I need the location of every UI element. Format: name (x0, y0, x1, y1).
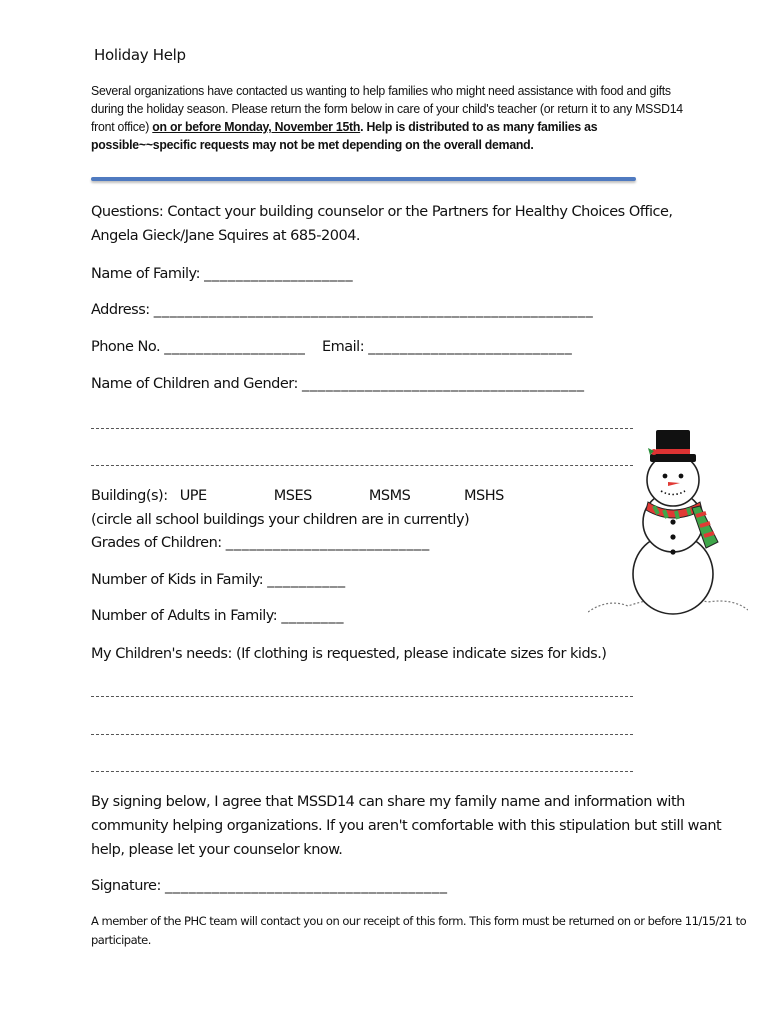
divider-rule (91, 177, 636, 181)
snowman-illustration (588, 422, 748, 622)
page-title: Holiday Help (94, 46, 186, 64)
building-row (91, 488, 504, 504)
footer-line-2: participate. (91, 933, 151, 947)
address-field[interactable]: ________________________________________________________ (153, 302, 594, 318)
intro-paragraph (91, 82, 686, 154)
intro-text-2: . Help is distributed to as many families as possible~~specific requests may not be met depending on the overall demand. (91, 119, 598, 152)
grades-field[interactable]: __________________________ (225, 535, 430, 551)
children-label: Name of Children and Gender: (91, 376, 298, 392)
needs-label: My Children's needs: (If clothing is requested, please indicate sizes for kids.) (91, 646, 607, 662)
children-field[interactable]: ____________________________________ (301, 376, 585, 392)
building-option-msms[interactable]: MSMS (368, 488, 411, 504)
needs-line-1[interactable] (91, 696, 633, 697)
consent-line-3: help, please let your counselor know. (91, 842, 343, 858)
kids-count-row (91, 572, 346, 588)
questions-line-2: Angela Gieck/Jane Squires at 685-2004. (91, 228, 361, 244)
children-extra-line-2[interactable] (91, 465, 633, 466)
family-name-label: Name of Family: (91, 266, 200, 282)
email-label: Email: (321, 339, 365, 355)
kids-count-field[interactable]: __________ (267, 572, 346, 588)
consent-line-2: community helping organizations. If you aren't comfortable with this stipulation but still want (91, 818, 722, 834)
adults-count-field[interactable]: ________ (281, 608, 345, 624)
signature-row (91, 878, 448, 894)
building-note: (circle all school buildings your children are in currently) (91, 512, 470, 528)
building-option-mshs[interactable]: MSHS (464, 488, 504, 504)
phone-field[interactable]: __________________ (164, 339, 306, 355)
building-option-upe[interactable]: UPE (179, 488, 207, 504)
grades-row (91, 535, 430, 551)
kids-count-label: Number of Kids in Family: (91, 572, 264, 588)
needs-line-3[interactable] (91, 771, 633, 772)
intro-text-1: Several organizations have contacted us wanting to help families who might need assistance with food and gifts during the holiday season. Please return the form below in care of your child's teacher (or return it to any MSSD14 front office) (91, 83, 683, 134)
questions-line-1: Questions: Contact your building counselor or the Partners for Healthy Choices Office, (91, 204, 673, 220)
footer-line-1: A member of the PHC team will contact you on our receipt of this form. This form must be returned on or before 11/15/21 to (91, 914, 747, 928)
building-label: Building(s): (91, 488, 168, 504)
children-row (91, 376, 585, 392)
grades-label: Grades of Children: (91, 535, 222, 551)
building-option-mses[interactable]: MSES (273, 488, 312, 504)
address-label: Address: (91, 302, 150, 318)
phone-label: Phone No. (91, 339, 161, 355)
family-name-row (91, 266, 353, 282)
adults-count-label: Number of Adults in Family: (91, 608, 278, 624)
adults-count-row (91, 608, 344, 624)
signature-label: Signature: (91, 878, 161, 894)
address-row (91, 302, 593, 318)
family-name-field[interactable]: ___________________ (204, 266, 354, 282)
needs-line-2[interactable] (91, 734, 633, 735)
children-extra-line-1[interactable] (91, 428, 633, 429)
phone-email-row (91, 339, 572, 355)
signature-field[interactable]: ____________________________________ (164, 878, 448, 894)
email-field[interactable]: __________________________ (368, 339, 573, 355)
intro-deadline: on or before Monday, November 15th (152, 119, 361, 134)
consent-line-1: By signing below, I agree that MSSD14 can share my family name and information with (91, 794, 685, 810)
